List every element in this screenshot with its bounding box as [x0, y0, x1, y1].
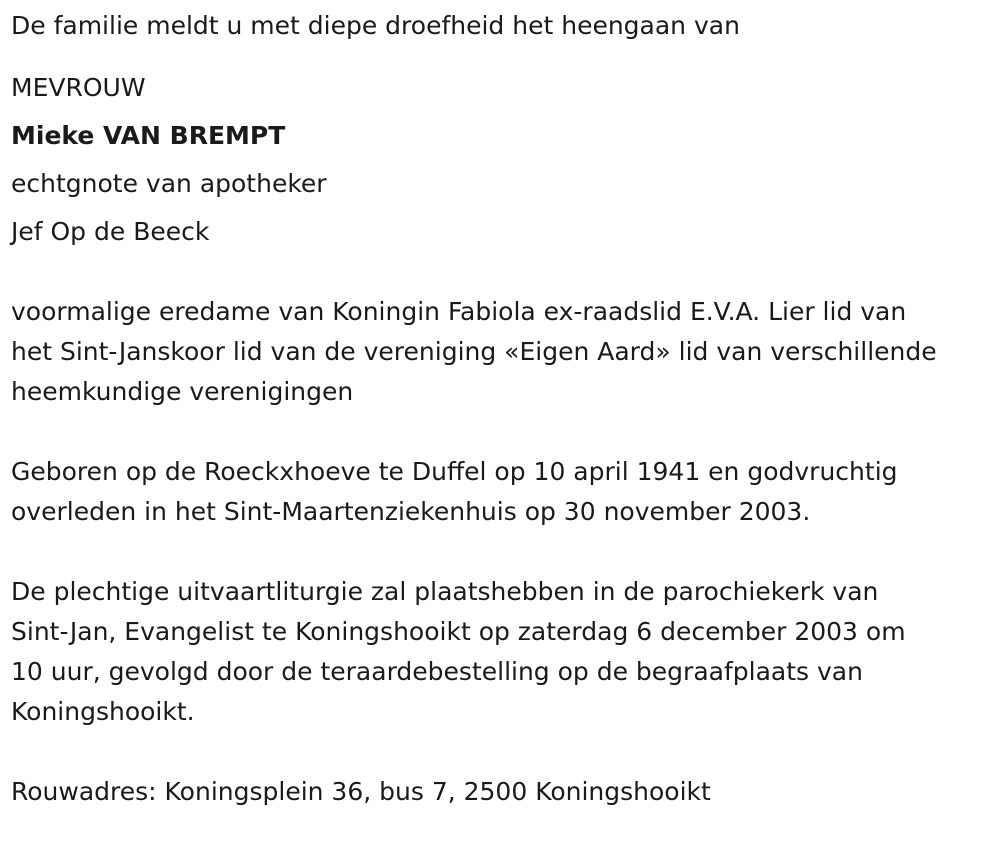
life-paragraph — [11, 452, 1000, 532]
funeral-line: De plechtige uitvaartliturgie zal plaatshebben in de parochiekerk van — [11, 577, 879, 606]
honorific-title: MEVROUW — [11, 73, 146, 102]
deceased-block — [11, 64, 1000, 256]
funeral-line: Sint-Jan, Evangelist te Koningshooikt op zaterdag 6 december 2003 om — [11, 617, 906, 646]
relation-line-1: echtgnote van apotheker — [11, 169, 327, 198]
deceased-name: Mieke VAN BREMPT — [11, 121, 286, 150]
funeral-line: 10 uur, gevolgd door de teraardebestelling op de begraafplaats van — [11, 657, 863, 686]
functions-line: het Sint-Janskoor lid van de vereniging «Eigen Aard» lid van verschillende — [11, 337, 937, 366]
functions-line: voormalige eredame van Koningin Fabiola ex-raadslid E.V.A. Lier lid van — [11, 297, 907, 326]
life-line: overleden in het Sint-Maartenziekenhuis op 30 november 2003. — [11, 497, 811, 526]
relation-line-2: Jef Op de Beeck — [11, 217, 210, 246]
mourning-address: Rouwadres: Koningsplein 36, bus 7, 2500 Koningshooikt — [11, 777, 711, 806]
intro-text: De familie meldt u met diepe droefheid het heengaan van — [11, 11, 740, 40]
funeral-line: Koningshooikt. — [11, 697, 195, 726]
life-line: Geboren op de Roeckxhoeve te Duffel op 10 april 1941 en godvruchtig — [11, 457, 898, 486]
functions-paragraph — [11, 292, 1000, 412]
functions-line: heemkundige verenigingen — [11, 377, 354, 406]
funeral-paragraph — [11, 572, 1000, 732]
